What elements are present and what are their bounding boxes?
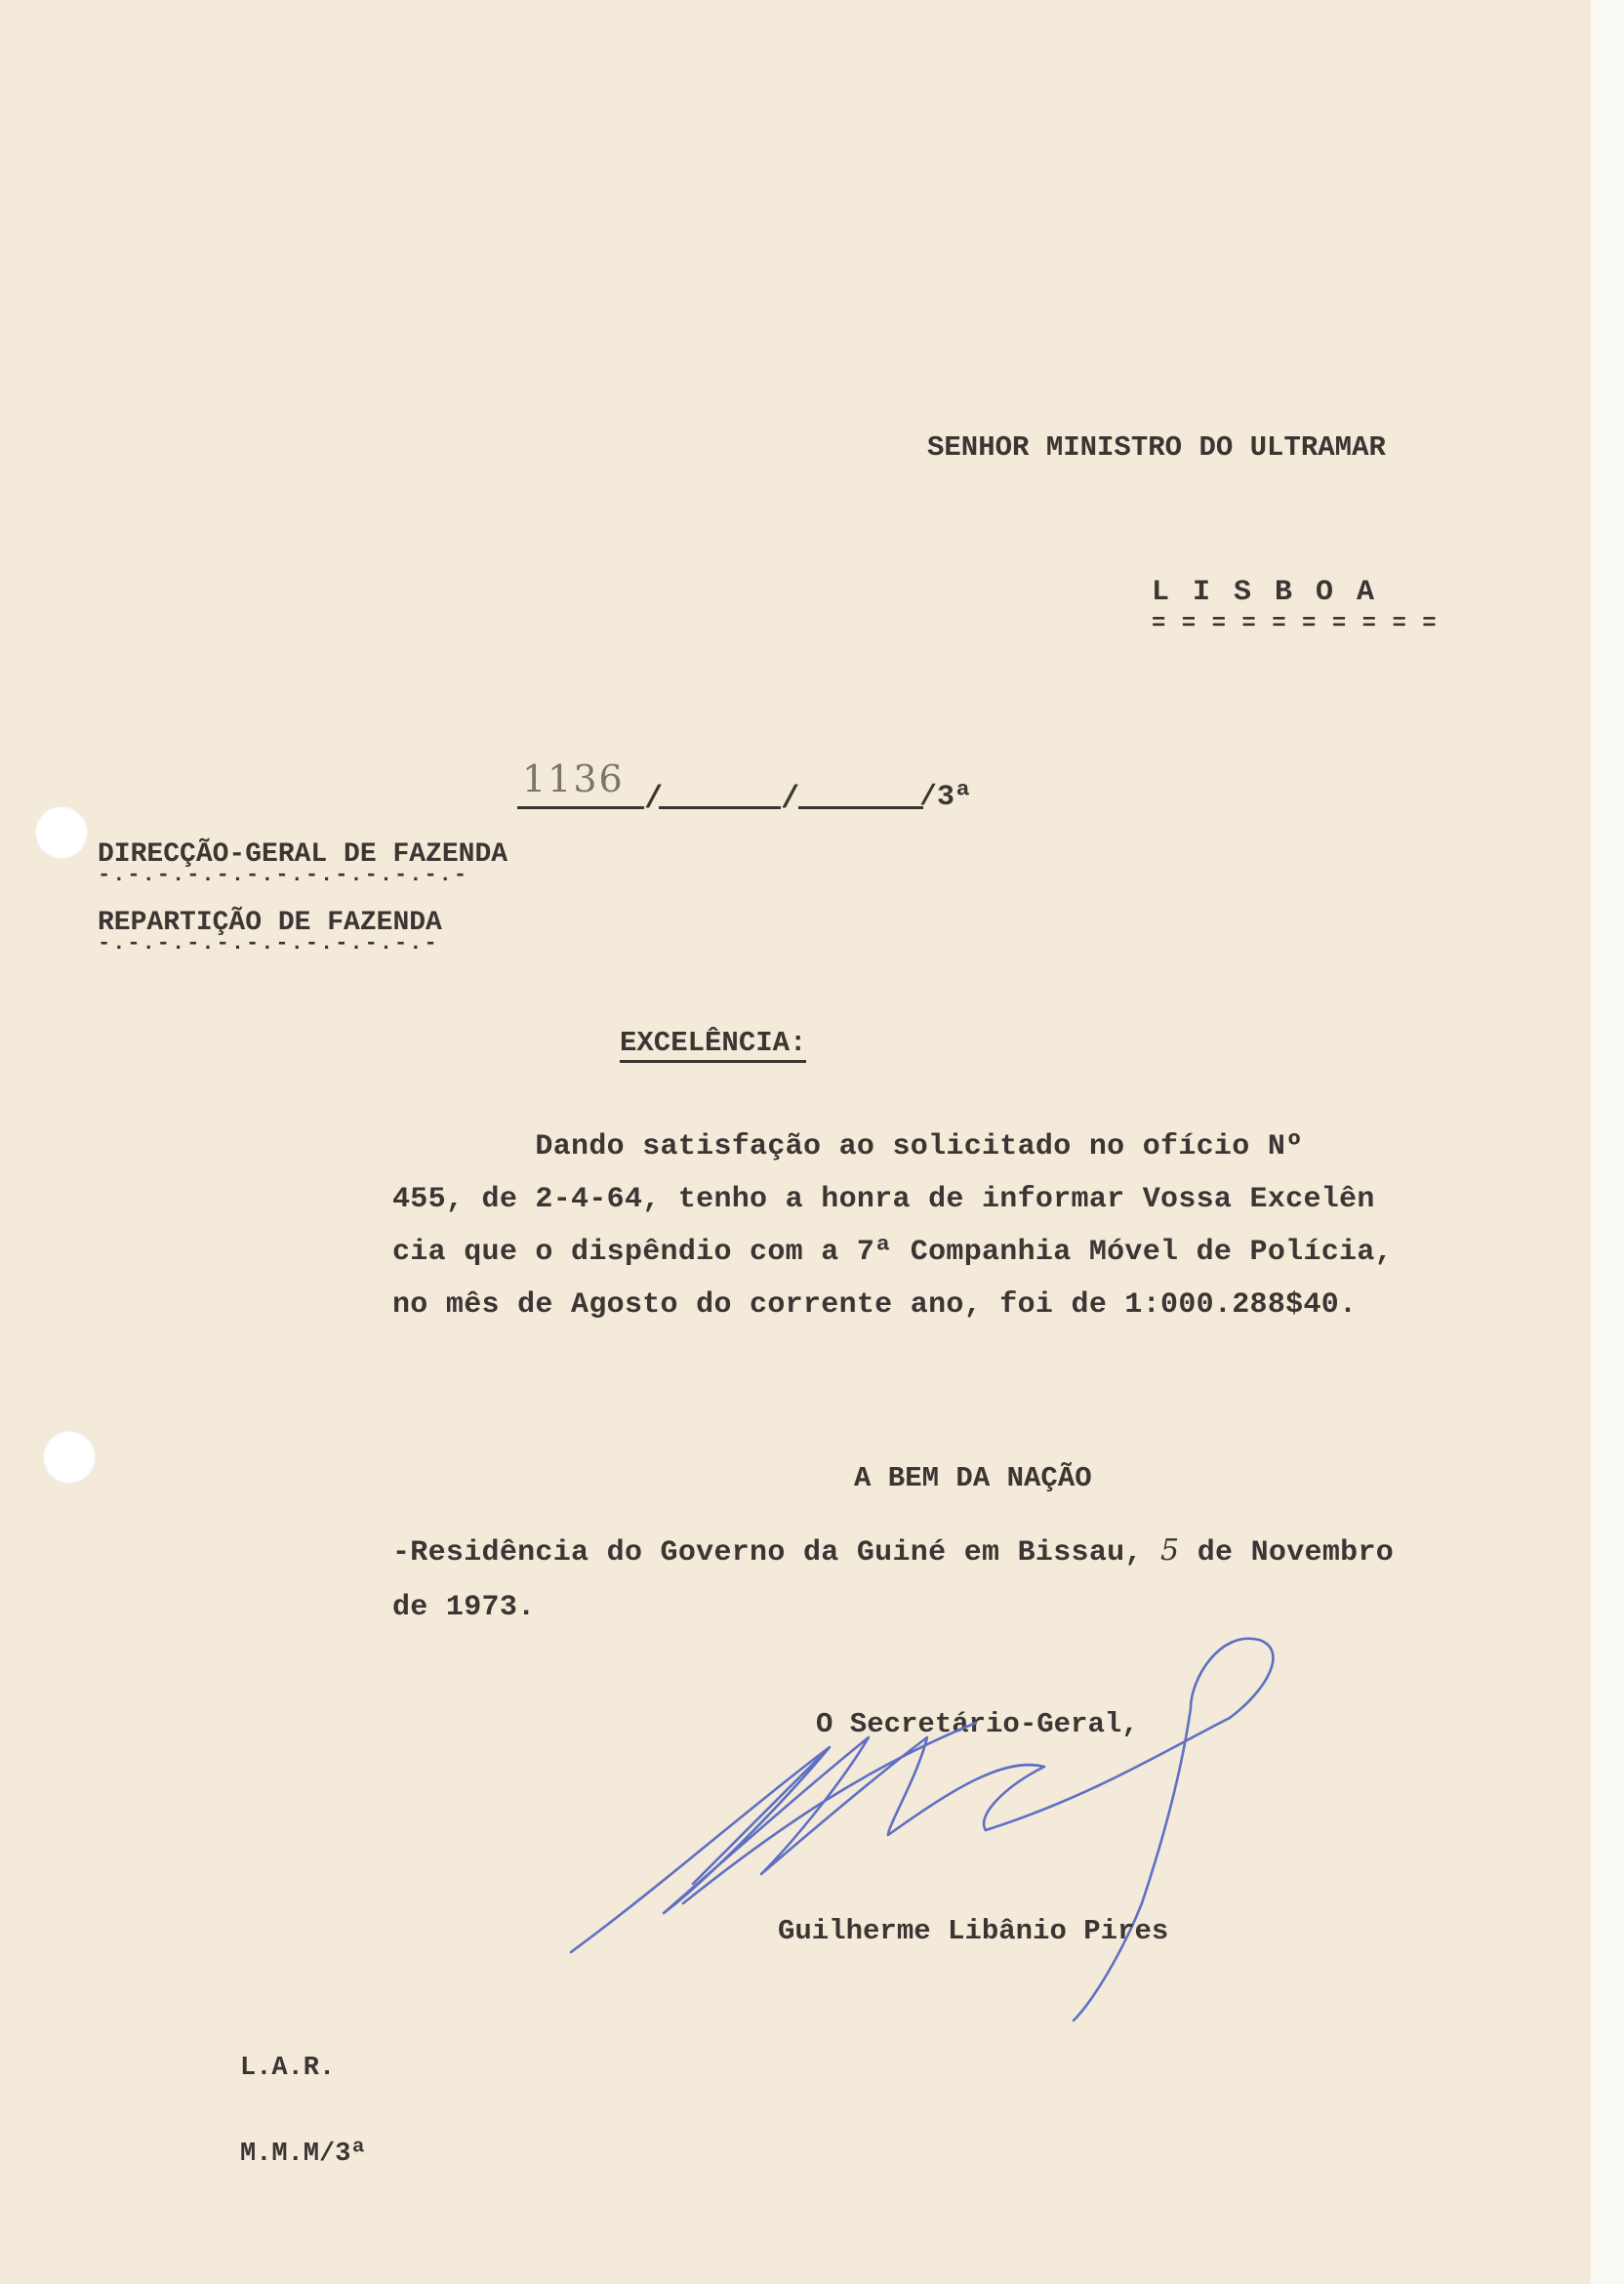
body-line-2: 455, de 2-4-64, tenho a honra de informar Vossa Excelên	[392, 1183, 1375, 1216]
salutation	[620, 1029, 806, 1057]
reference-field-3	[798, 806, 923, 809]
reference-slash-2: /	[781, 781, 800, 817]
reference-field-1	[517, 806, 644, 809]
page-edge	[1591, 0, 1624, 2284]
date-day: 5	[1160, 1533, 1180, 1568]
handwritten-signature	[547, 1620, 1308, 2030]
initials-line-2: M.M.M/3ª	[240, 2140, 367, 2169]
salutation-text: EXCELÊNCIA:	[620, 1027, 806, 1063]
reference-number: 1136	[522, 757, 625, 800]
punch-hole-bottom	[43, 1431, 96, 1484]
body-line-1: Dando satisfação ao solicitado no ofício Nº	[392, 1130, 1304, 1163]
initials-line-1: L.A.R.	[240, 2054, 336, 2083]
body-line-4: no mês de Agosto do corrente ano, foi de 1:000.288$40.	[392, 1288, 1358, 1322]
date-line-prefix: -Residência do Governo da Guiné em Bissau,	[392, 1536, 1161, 1570]
sender-repartition-underline: -.-.-.-.-.-.-.-.-.-.-.-	[98, 931, 439, 956]
punch-hole-top	[35, 806, 88, 859]
sender-direction: DIRECÇÃO-GERAL DE FAZENDA	[98, 839, 508, 870]
signatory-role: O Secretário-Geral,	[816, 1708, 1139, 1740]
signatory-name: Guilherme Libânio Pires	[778, 1915, 1169, 1947]
addressee-city-underline: = = = = = = = = = =	[1152, 611, 1438, 637]
reference-slash-1: /	[644, 781, 664, 817]
date-line-suffix: de Novembro	[1179, 1536, 1395, 1570]
addressee-title: SENHOR MINISTRO DO ULTRAMAR	[927, 431, 1386, 464]
date-year-line: de 1973.	[392, 1591, 536, 1624]
body-line-3: cia que o dispêndio com a 7ª Companhia Móvel de Polícia,	[392, 1236, 1393, 1269]
reference-field-2	[659, 806, 781, 809]
sender-direction-underline: -.-.-.-.-.-.-.-.-.-.-.-.-	[98, 863, 469, 887]
date-line	[392, 1533, 1395, 1570]
addressee-city: L I S B O A	[1152, 576, 1375, 609]
sender-repartition: REPARTIÇÃO DE FAZENDA	[98, 908, 442, 938]
closing-formula: A BEM DA NAÇÃO	[854, 1462, 1092, 1494]
reference-suffix: /3ª	[919, 781, 973, 814]
